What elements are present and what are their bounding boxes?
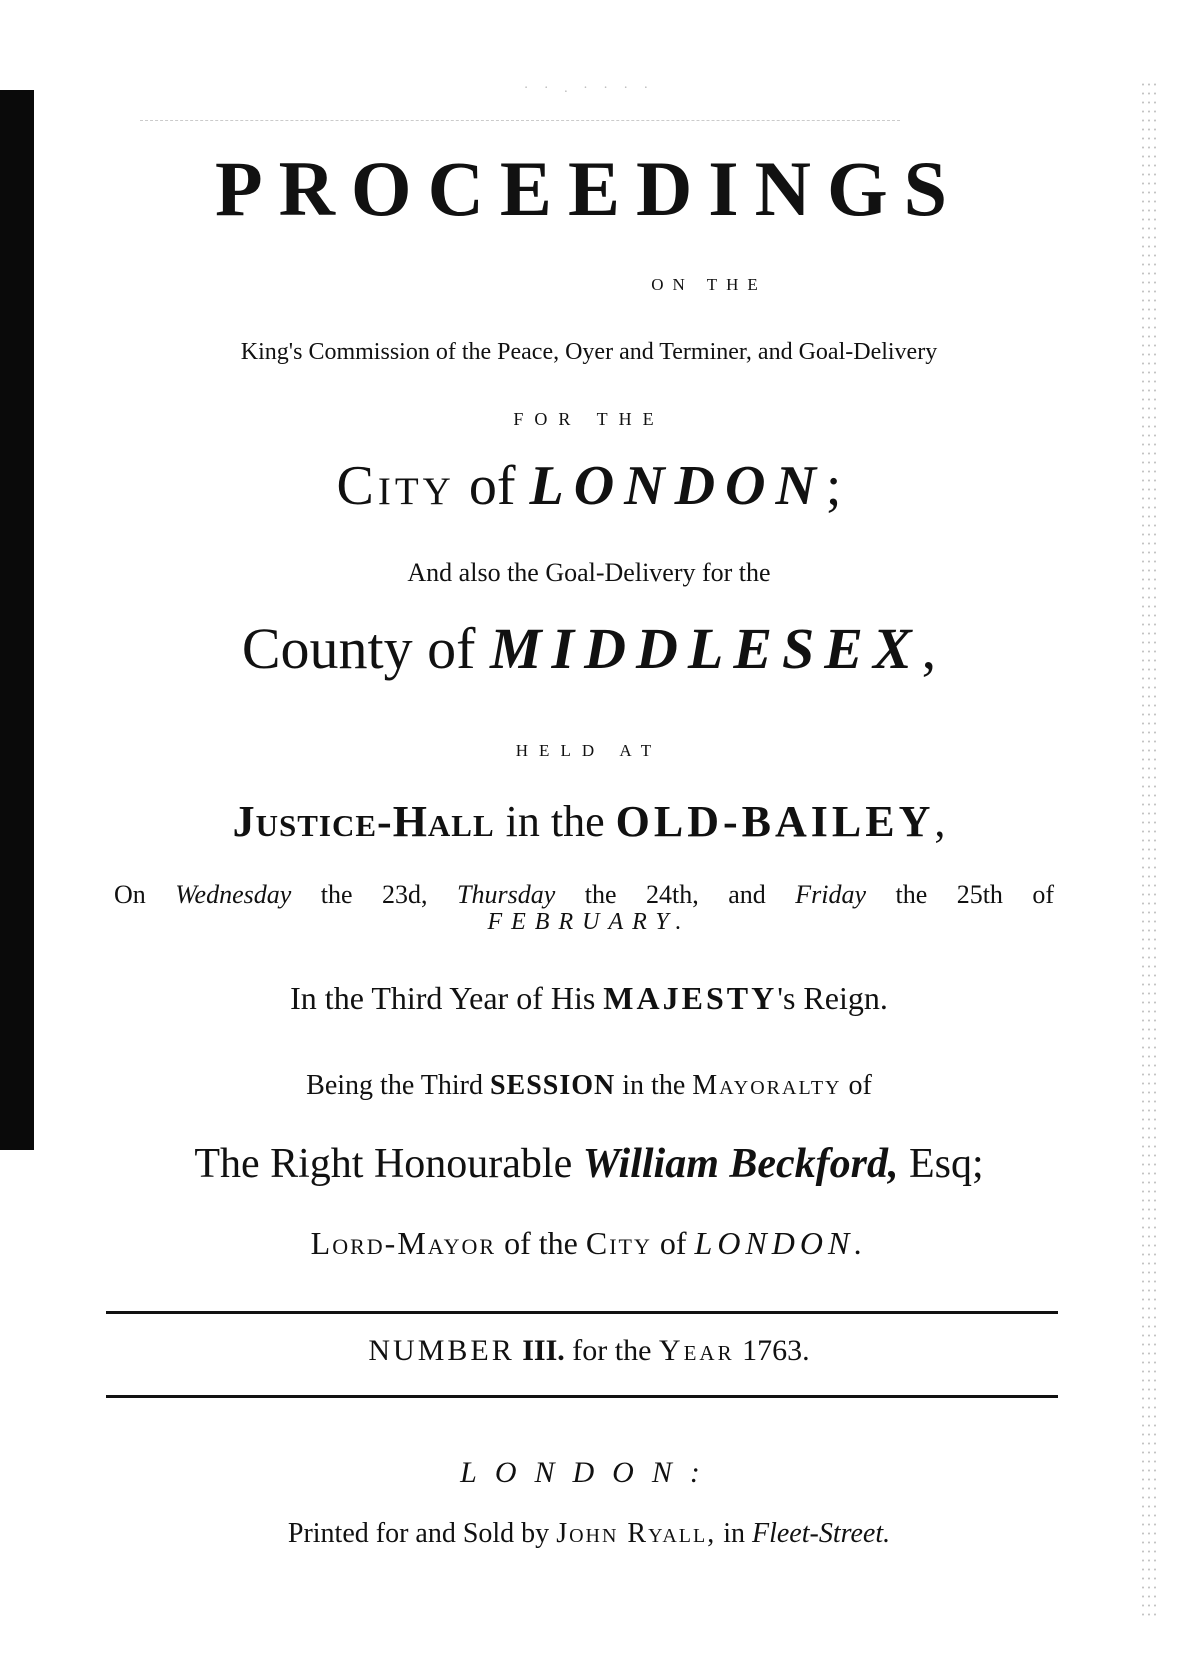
on-the-line: ON THE bbox=[651, 275, 767, 294]
session-suffix: of bbox=[848, 1070, 872, 1101]
faded-header-text: · · . · · · · bbox=[523, 81, 655, 96]
county-word: County bbox=[241, 616, 413, 681]
imprint-line bbox=[0, 1520, 1178, 1548]
imprint-city: LONDON: bbox=[460, 1456, 718, 1489]
lower-rule bbox=[106, 1395, 1058, 1398]
justice-hall: Justice-Hall bbox=[232, 797, 495, 846]
honourable-suffix: Esq; bbox=[909, 1141, 984, 1187]
mayor-place: LONDON. bbox=[694, 1225, 868, 1261]
imprint-prefix: Printed for and Sold by bbox=[287, 1518, 550, 1549]
mayoralty-word: Mayoralty bbox=[692, 1070, 842, 1101]
mayor-city: City bbox=[585, 1225, 652, 1261]
printer-name: John Ryall, bbox=[556, 1518, 717, 1549]
justice-hall-line bbox=[0, 797, 1178, 846]
session-dates-line bbox=[114, 882, 1054, 908]
county-of-middlesex-line bbox=[0, 616, 1178, 681]
city-place: LONDON bbox=[529, 455, 826, 517]
number-for-the: for the bbox=[572, 1334, 652, 1367]
city-of: of bbox=[468, 455, 516, 517]
commission-line: King's Commission of the Peace, Oyer and Terminer, and Goal-Delivery bbox=[240, 339, 938, 365]
session-middle: in the bbox=[622, 1070, 686, 1101]
also-goal-delivery-line: And also the Goal-Delivery for the bbox=[407, 558, 771, 587]
third-year-prefix: In the Third Year of His bbox=[290, 980, 596, 1016]
mayor-of: of bbox=[659, 1225, 687, 1261]
justice-in-the: in the bbox=[505, 797, 605, 846]
justice-punct: , bbox=[934, 797, 946, 846]
county-punct: , bbox=[921, 616, 937, 681]
dates-day3: Friday bbox=[795, 880, 866, 909]
dates-date3: the 25th of bbox=[895, 880, 1055, 909]
dates-on: On bbox=[114, 880, 146, 909]
justice-place: OLD-BAILEY bbox=[615, 797, 935, 846]
imprint-middle: in bbox=[723, 1518, 745, 1549]
lord-mayor-name-line bbox=[0, 1143, 1178, 1185]
dates-date1: the 23d, bbox=[320, 880, 428, 909]
lord-mayor-title-line bbox=[0, 1227, 1178, 1259]
number-numeral: III. bbox=[522, 1334, 565, 1367]
dates-date2: the 24th, bbox=[584, 880, 699, 909]
lord-mayor-title: Lord-Mayor bbox=[310, 1225, 497, 1261]
faded-header-rule bbox=[140, 120, 900, 121]
majesty-word: MAJESTY bbox=[603, 980, 778, 1016]
session-word: SESSION bbox=[489, 1070, 616, 1101]
mayor-middle: of the bbox=[504, 1225, 578, 1261]
imprint-street: Fleet-Street. bbox=[751, 1518, 891, 1549]
session-prefix: Being the Third bbox=[306, 1070, 483, 1101]
year-word: Year bbox=[658, 1334, 735, 1367]
number-line bbox=[0, 1336, 1178, 1366]
held-at-line: HELD AT bbox=[515, 741, 663, 760]
honourable-prefix: The Right Honourable bbox=[194, 1141, 573, 1187]
dates-day2: Thursday bbox=[457, 880, 556, 909]
mayor-name: William Beckford, bbox=[582, 1141, 899, 1187]
month-line: FEBRUARY. bbox=[487, 909, 691, 935]
regnal-year-line bbox=[0, 982, 1178, 1014]
dates-and: and bbox=[728, 880, 766, 909]
city-word: City bbox=[336, 455, 455, 517]
dates-day1: Wednesday bbox=[175, 880, 292, 909]
city-punct: ; bbox=[825, 455, 842, 517]
for-the-line: FOR THE bbox=[513, 409, 665, 429]
city-of-london-line bbox=[0, 455, 1178, 517]
title-heading: PROCEEDINGS bbox=[214, 145, 964, 232]
number-word: NUMBER bbox=[368, 1334, 515, 1367]
page-edge-specks bbox=[1140, 80, 1160, 1620]
session-line bbox=[0, 1072, 1178, 1100]
year-value: 1763. bbox=[742, 1334, 810, 1367]
county-of: of bbox=[427, 616, 476, 681]
upper-rule bbox=[106, 1311, 1058, 1314]
third-year-suffix: 's Reign. bbox=[777, 980, 888, 1016]
county-place: MIDDLESEX bbox=[489, 616, 922, 681]
